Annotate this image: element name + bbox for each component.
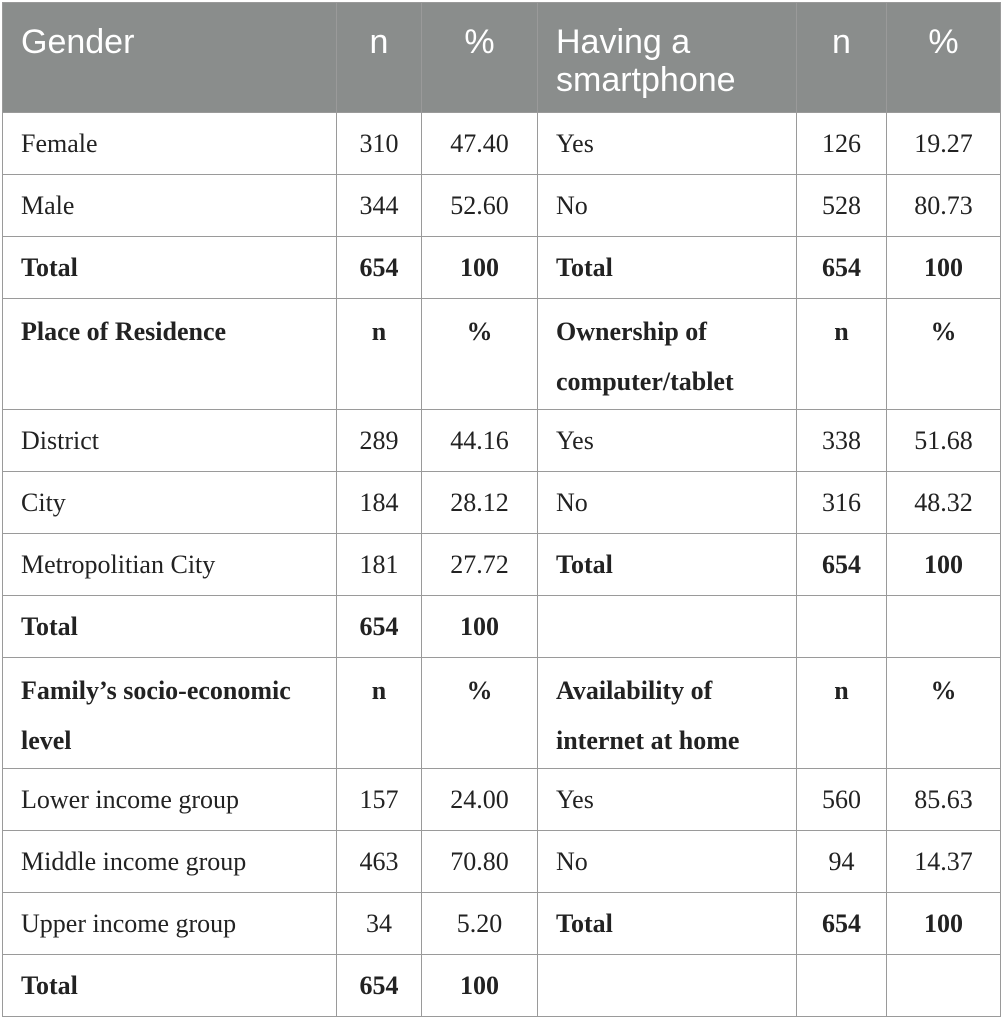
table-cell: 100 [422,237,538,299]
header-percent: % [887,3,1001,113]
table-row [3,534,1001,596]
table-cell: Yes [538,769,797,831]
table-cell: 100 [422,955,538,1017]
table-cell: 560 [797,769,887,831]
table-cell [538,955,797,1017]
table-cell: 289 [337,410,422,472]
section-header-row [3,658,1001,769]
table-cell: 24.00 [422,769,538,831]
table-cell: 654 [337,596,422,658]
table-row [3,472,1001,534]
table-cell: Yes [538,113,797,175]
table-cell: n [797,658,887,769]
table-cell: n [337,299,422,410]
table-cell: 100 [887,534,1001,596]
table-cell: 47.40 [422,113,538,175]
table-cell: Male [3,175,337,237]
table-cell: % [887,299,1001,410]
table-cell [797,955,887,1017]
header-gender: Gender [3,3,337,113]
table-cell: Female [3,113,337,175]
table-row [3,175,1001,237]
table-cell: n [337,658,422,769]
table-row [3,831,1001,893]
table-cell: 14.37 [887,831,1001,893]
table-cell: Total [538,237,797,299]
table-header [3,3,1001,113]
section-header-row [3,299,1001,410]
table-cell: 94 [797,831,887,893]
table-cell: No [538,472,797,534]
table-cell: Lower income group [3,769,337,831]
table-cell: 70.80 [422,831,538,893]
table-cell: 654 [797,237,887,299]
table-cell: Total [3,237,337,299]
table-cell: n [797,299,887,410]
table-cell: 310 [337,113,422,175]
table-cell: 80.73 [887,175,1001,237]
total-row [3,955,1001,1017]
table-cell: 181 [337,534,422,596]
table-cell [538,596,797,658]
table-cell: District [3,410,337,472]
table-cell: 528 [797,175,887,237]
table-cell: 48.32 [887,472,1001,534]
table-cell [797,596,887,658]
table-row [3,410,1001,472]
table-cell: Total [538,893,797,955]
table-cell: 316 [797,472,887,534]
table-row [3,769,1001,831]
table-cell: Upper income group [3,893,337,955]
table-cell: City [3,472,337,534]
table-cell: 100 [422,596,538,658]
table-cell: 19.27 [887,113,1001,175]
header-n: n [337,3,422,113]
total-row [3,237,1001,299]
header-row [3,3,1001,113]
table-cell: 157 [337,769,422,831]
table-cell: Total [3,955,337,1017]
table-cell [887,596,1001,658]
table-cell: Place of Residence [3,299,337,410]
table-cell: No [538,831,797,893]
table-cell: 44.16 [422,410,538,472]
table-cell: Total [3,596,337,658]
table-cell: 344 [337,175,422,237]
table-cell: Total [538,534,797,596]
table-row [3,893,1001,955]
table-cell: 184 [337,472,422,534]
header-smartphone: Having a smartphone [538,3,797,113]
table-cell: 654 [797,893,887,955]
table-cell: 654 [337,237,422,299]
table-cell: 100 [887,237,1001,299]
table-cell: 52.60 [422,175,538,237]
header-n: n [797,3,887,113]
table-cell: 654 [337,955,422,1017]
header-percent: % [422,3,538,113]
table-row [3,113,1001,175]
table-cell: % [422,299,538,410]
table-body [3,113,1001,1017]
table-cell: 338 [797,410,887,472]
table-cell [887,955,1001,1017]
table-cell: 27.72 [422,534,538,596]
table-cell: % [422,658,538,769]
table-cell: 654 [797,534,887,596]
demographics-table [2,2,1001,1017]
table-cell: Metropolitian City [3,534,337,596]
table-cell: Ownership of computer/tablet [538,299,797,410]
table-cell: 100 [887,893,1001,955]
table-cell: 85.63 [887,769,1001,831]
table-cell: Family’s socio-economic level [3,658,337,769]
table-cell: Availability of internet at home [538,658,797,769]
table-cell: No [538,175,797,237]
total-row [3,596,1001,658]
table-cell: 463 [337,831,422,893]
table-cell: 5.20 [422,893,538,955]
table-cell: Yes [538,410,797,472]
table-cell: 28.12 [422,472,538,534]
table-cell: % [887,658,1001,769]
table-cell: 34 [337,893,422,955]
table-cell: 51.68 [887,410,1001,472]
table-cell: 126 [797,113,887,175]
table-cell: Middle income group [3,831,337,893]
